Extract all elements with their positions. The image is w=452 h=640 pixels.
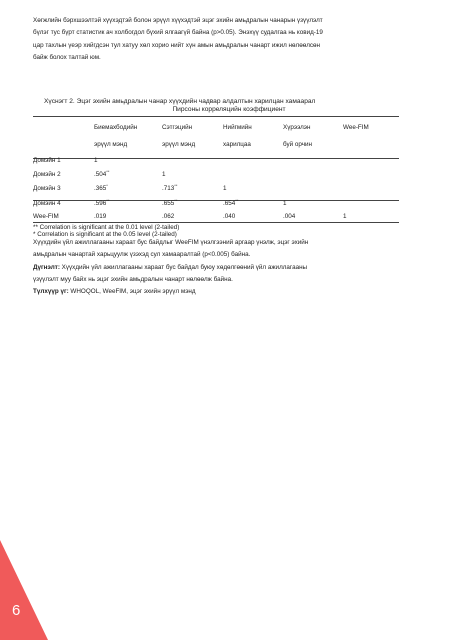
column-header: эрүүл мэнд	[162, 141, 196, 148]
row-label: Домэйн 2	[33, 171, 61, 178]
significance-note: ** Correlation is significant at the 0.01 level (2-tailed)	[33, 224, 180, 231]
column-header: Wee-FIM	[343, 124, 369, 131]
intro-line: байж болох талтай юм.	[33, 53, 101, 61]
table-caption: Хүснэгт 2. Эцэг эхийн амьдралын чанар хүүхдийн чадвар алдалтын харилцан хамаарал	[44, 98, 316, 105]
table-cell: 1	[343, 213, 347, 220]
table-header-rule	[33, 158, 399, 159]
column-header: Сэтгэцийн	[162, 124, 193, 131]
table-cell: 1	[162, 171, 166, 178]
row-label: Домэйн 4	[33, 200, 61, 207]
column-header: Биемахбодийн	[94, 124, 138, 131]
conclusion-line: Дүгнэлт: Хүүхдийн үйл ажиллагааны хараат бус байдал буюу хөдөлгөөний үйл ажиллагааны	[33, 263, 308, 271]
table-cell: .019	[94, 213, 107, 220]
row-label: Домэйн 1	[33, 157, 61, 164]
table-cell: .365*	[94, 183, 108, 192]
intro-line: цар тахлын үеэр хийгдсэн тул хатуу хөл хорио нийт хүн амын амьдралын чанарт ижил нөлөөлсөн	[33, 41, 321, 49]
result-line: амьдралын чанартай харьцуулж үзэхэд сул хамааралтай (p<0.005) байна.	[33, 251, 251, 259]
table-cell: .040	[223, 213, 236, 220]
table-end-rule	[33, 222, 399, 223]
result-line: Хүүхдийн үйл ажиллагааны хараат бус байдлыг WeeFIM үнэлгээний аргаар үнэлж, эцэг эхийн	[33, 239, 309, 246]
page-corner-accent	[0, 540, 48, 640]
column-header: Нийгмийн	[223, 124, 252, 131]
keywords-label: Түлхүүр үг:	[33, 288, 69, 296]
row-label: Wee-FIM	[33, 213, 59, 220]
intro-paragraph	[33, 15, 423, 64]
table-cell: .504**	[94, 169, 110, 178]
table-cell: 1	[94, 157, 98, 164]
table-cell: 1	[223, 185, 227, 192]
intro-line: бүлэг тус бүрт статистик ач холбогдол бүхий ялгаагүй байна (p>0.05). Энэхүү судалгаа нь ковид-19	[33, 29, 323, 37]
conclusion-line: үзүүлэлт муу байх нь эцэг эхийн амьдралын чанарт нөлөөлж байна.	[33, 275, 233, 283]
result-paragraph	[33, 237, 423, 298]
table-bottom-rule	[33, 200, 399, 201]
table-cell: .062	[162, 213, 175, 220]
column-header: эрүүл мэнд	[94, 141, 128, 148]
table-cell: .655**	[162, 198, 178, 207]
row-label: Домэйн 3	[33, 185, 61, 192]
table-cell: .596**	[94, 198, 110, 207]
keywords-line: Түлхүүр үг: WHOQOL, WeeFIM, эцэг эхийн эрүүл мэнд	[33, 288, 196, 296]
table-cell: .654**	[223, 198, 239, 207]
table-subcaption: Пирсоны корреляцийн коэффициент	[172, 106, 286, 113]
conclusion-label: Дүгнэлт:	[33, 263, 60, 271]
column-header: харилцаа	[223, 141, 251, 148]
intro-line: Хөгжлийн бэрхшээлтэй хүүхэдтэй болон эрүүл хүүхэдтэй эцэг эхийн амьдралын чанарын үзүүлэлт	[33, 17, 323, 24]
page-number: 6	[12, 602, 21, 619]
significance-note: * Correlation is significant at the 0.05 level (2-tailed)	[33, 231, 177, 238]
table-cell: 1	[283, 200, 287, 207]
table-cell: .004	[283, 213, 296, 220]
table-cell: .713**	[162, 183, 178, 192]
column-header: буй орчин	[283, 141, 313, 148]
table-top-rule	[33, 116, 399, 117]
column-header: Хүрээлэн	[283, 124, 311, 131]
